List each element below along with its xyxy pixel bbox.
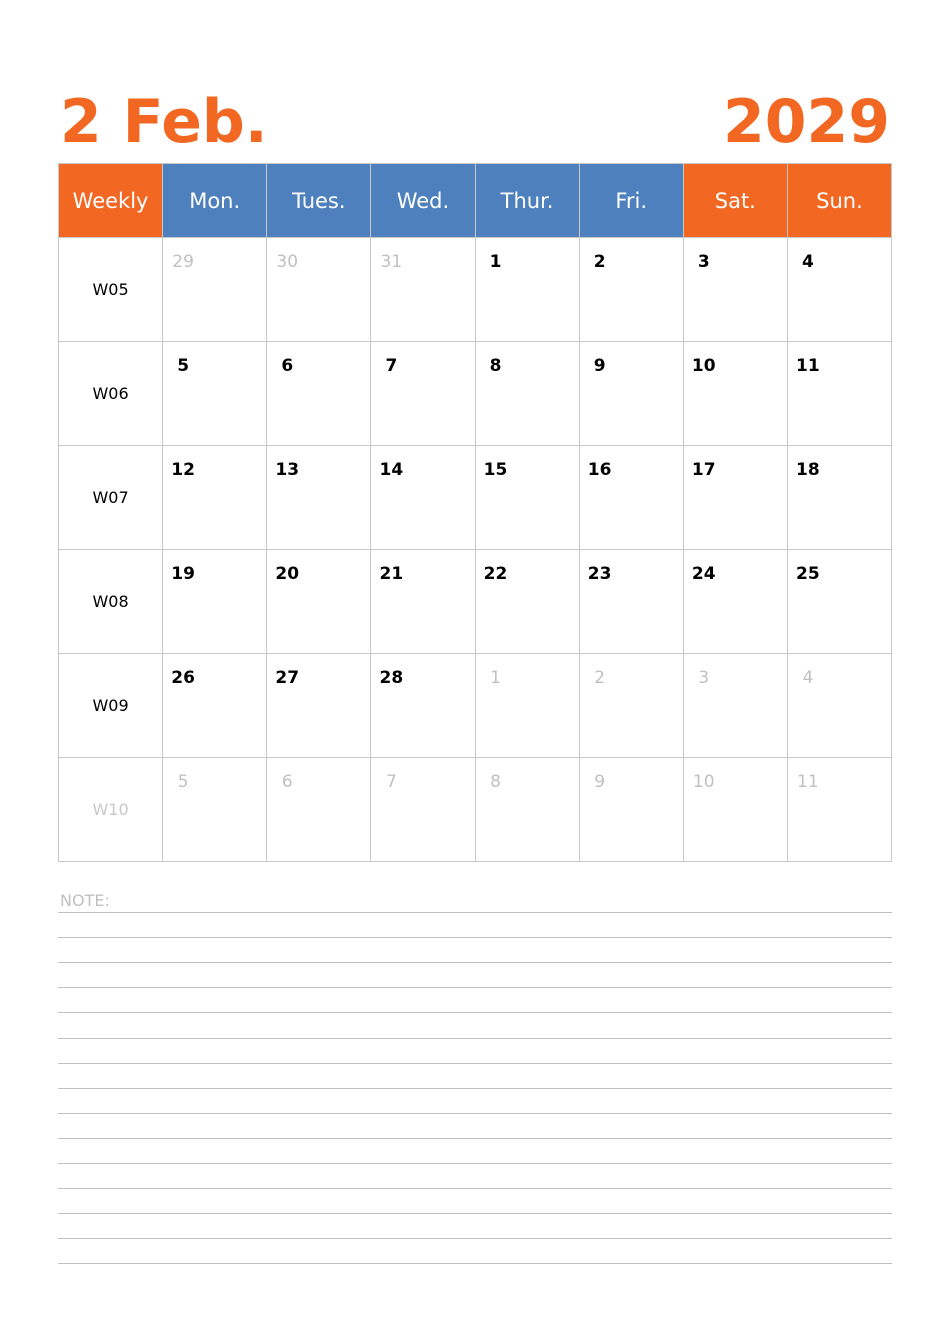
day-number: 17	[691, 460, 716, 480]
week-number: W08	[59, 550, 163, 654]
day-number: 20	[275, 564, 300, 584]
week-number: W06	[59, 342, 163, 446]
day-number: 4	[801, 252, 814, 272]
note-line	[58, 1163, 892, 1164]
day-number: 1	[490, 668, 501, 688]
day-number: 2	[594, 668, 606, 688]
day-cell[interactable]	[475, 342, 579, 446]
day-number: 31	[380, 252, 403, 272]
day-cell[interactable]	[371, 654, 475, 758]
day-cell[interactable]	[267, 446, 371, 550]
day-number: 4	[802, 668, 814, 688]
header-monday: Mon.	[163, 164, 267, 238]
day-cell[interactable]	[683, 342, 787, 446]
day-number: 12	[171, 460, 195, 480]
header-friday: Fri.	[579, 164, 683, 238]
day-number: 21	[379, 564, 404, 584]
week-number: W09	[59, 654, 163, 758]
header-wednesday: Wed.	[371, 164, 475, 238]
notes-label: NOTE:	[60, 891, 110, 910]
day-number: 3	[697, 252, 710, 272]
day-cell[interactable]	[163, 758, 267, 862]
day-cell[interactable]	[267, 654, 371, 758]
day-cell[interactable]	[579, 550, 683, 654]
note-line	[58, 987, 892, 988]
day-cell[interactable]	[371, 550, 475, 654]
note-line	[58, 912, 892, 913]
day-cell[interactable]	[371, 342, 475, 446]
week-number: W10	[59, 758, 163, 862]
week-row	[59, 342, 892, 446]
day-number: 22	[483, 564, 508, 584]
day-number: 6	[281, 772, 293, 792]
header-weekly: Weekly	[59, 164, 163, 238]
day-cell[interactable]	[475, 446, 579, 550]
day-number: 7	[385, 772, 397, 792]
day-number: 27	[275, 668, 300, 688]
note-line	[58, 962, 892, 963]
note-line	[58, 1263, 892, 1264]
day-number: 11	[796, 356, 820, 376]
day-cell[interactable]	[163, 550, 267, 654]
note-line	[58, 1038, 892, 1039]
header-saturday: Sat.	[683, 164, 787, 238]
week-number: W05	[59, 238, 163, 342]
day-number: 8	[489, 356, 502, 376]
day-cell[interactable]	[683, 550, 787, 654]
day-number: 18	[796, 460, 820, 480]
day-number: 28	[379, 668, 404, 688]
day-cell[interactable]	[683, 758, 787, 862]
day-number: 9	[594, 772, 606, 792]
week-row	[59, 758, 892, 862]
day-cell[interactable]	[475, 238, 579, 342]
note-line	[58, 1138, 892, 1139]
day-cell[interactable]	[371, 446, 475, 550]
note-line	[58, 1213, 892, 1214]
day-cell[interactable]	[787, 342, 891, 446]
day-cell[interactable]	[371, 758, 475, 862]
day-cell[interactable]	[267, 758, 371, 862]
note-line	[58, 1188, 892, 1189]
day-number: 3	[698, 668, 710, 688]
note-line	[58, 937, 892, 938]
day-cell[interactable]	[163, 342, 267, 446]
note-line	[58, 1063, 892, 1064]
day-number: 29	[172, 252, 194, 272]
week-row	[59, 654, 892, 758]
header-thursday: Thur.	[475, 164, 579, 238]
day-cell[interactable]	[163, 238, 267, 342]
day-number: 1	[489, 252, 502, 272]
day-number: 15	[483, 460, 508, 480]
day-cell[interactable]	[163, 446, 267, 550]
day-cell[interactable]	[579, 758, 683, 862]
day-number: 5	[177, 356, 190, 376]
day-cell[interactable]	[787, 758, 891, 862]
day-cell[interactable]	[683, 654, 787, 758]
day-number: 26	[171, 668, 195, 688]
day-number: 2	[593, 252, 606, 272]
day-cell[interactable]	[787, 654, 891, 758]
day-number: 23	[587, 564, 612, 584]
day-cell[interactable]	[267, 550, 371, 654]
day-cell[interactable]	[371, 238, 475, 342]
header-sunday: Sun.	[787, 164, 891, 238]
weekday-header-row	[59, 164, 892, 238]
day-cell[interactable]	[787, 446, 891, 550]
year-title: 2029	[723, 87, 890, 157]
day-number: 30	[276, 252, 299, 272]
day-cell[interactable]	[579, 446, 683, 550]
week-row	[59, 446, 892, 550]
day-cell[interactable]	[475, 550, 579, 654]
day-cell[interactable]	[683, 238, 787, 342]
day-cell[interactable]	[579, 342, 683, 446]
day-number: 7	[385, 356, 398, 376]
note-line	[58, 1088, 892, 1089]
day-number: 5	[177, 772, 189, 792]
note-line	[58, 1113, 892, 1114]
day-number: 19	[171, 564, 195, 584]
day-cell[interactable]	[163, 654, 267, 758]
note-line	[58, 1012, 892, 1013]
day-number: 16	[587, 460, 612, 480]
day-cell[interactable]	[787, 550, 891, 654]
calendar-grid	[58, 163, 892, 862]
day-number: 24	[691, 564, 716, 584]
day-cell[interactable]	[475, 758, 579, 862]
day-cell[interactable]	[267, 238, 371, 342]
week-row	[59, 238, 892, 342]
header-tuesday: Tues.	[267, 164, 371, 238]
day-cell[interactable]	[683, 446, 787, 550]
day-cell[interactable]	[267, 342, 371, 446]
day-number: 11	[797, 772, 819, 792]
month-title: 2 Feb.	[60, 87, 268, 157]
day-number: 8	[490, 772, 501, 792]
day-number: 14	[379, 460, 404, 480]
day-cell[interactable]	[579, 238, 683, 342]
day-number: 6	[281, 356, 294, 376]
day-number: 25	[796, 564, 820, 584]
day-cell[interactable]	[579, 654, 683, 758]
day-cell[interactable]	[475, 654, 579, 758]
week-row	[59, 550, 892, 654]
week-number: W07	[59, 446, 163, 550]
day-cell[interactable]	[787, 238, 891, 342]
day-number: 13	[275, 460, 300, 480]
note-line	[58, 1238, 892, 1239]
day-number: 9	[593, 356, 606, 376]
day-number: 10	[692, 772, 715, 792]
day-number: 10	[691, 356, 716, 376]
